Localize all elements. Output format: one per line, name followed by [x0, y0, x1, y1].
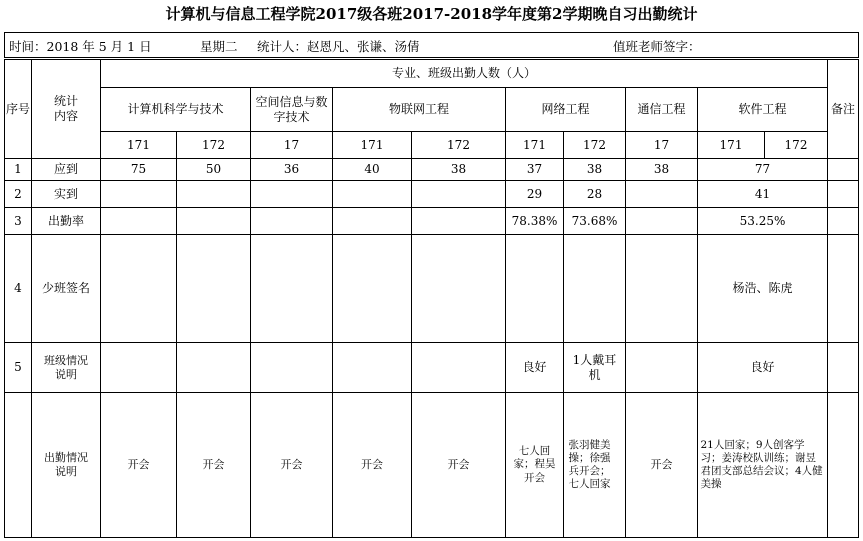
- cell-empty: [626, 181, 698, 208]
- cell-empty: [412, 235, 506, 343]
- cell-remark: [828, 235, 859, 343]
- counter-field: 统计人：赵恩凡、张谦、汤倩: [257, 39, 420, 54]
- major-network: 网络工程: [506, 88, 626, 132]
- row-seq: 1: [5, 159, 32, 181]
- cell-empty: [333, 343, 412, 393]
- cell-empty: [626, 343, 698, 393]
- cell-value: 开会: [177, 393, 251, 538]
- header-seq: 序号: [5, 60, 32, 159]
- cell-empty: [626, 208, 698, 235]
- table-row: [5, 343, 859, 393]
- class-space17: 17: [251, 132, 333, 159]
- cell-value: 1人戴耳机: [564, 343, 626, 393]
- cell-value: 53.25%: [698, 208, 828, 235]
- row-label: 少班签名: [32, 235, 101, 343]
- cell-value: 50: [177, 159, 251, 181]
- row-seq: [5, 393, 32, 538]
- row-label: 出勤率: [32, 208, 101, 235]
- header-group: 专业、班级出勤人数（人）: [101, 60, 828, 88]
- cell-value: 七人回家；程昊开会: [506, 393, 564, 538]
- row-label: 班级情况说明: [32, 343, 101, 393]
- row-seq: 2: [5, 181, 32, 208]
- cell-empty: [177, 181, 251, 208]
- cell-value: 75: [101, 159, 177, 181]
- class-iot172: 172: [412, 132, 506, 159]
- cell-empty: [251, 181, 333, 208]
- major-space: 空间信息与数字技术: [251, 88, 333, 132]
- cell-remark: [828, 393, 859, 538]
- cell-value: 73.68%: [564, 208, 626, 235]
- cell-empty: [101, 343, 177, 393]
- table-row: [5, 159, 859, 181]
- cell-empty: [333, 181, 412, 208]
- row-label: 应到: [32, 159, 101, 181]
- cell-value: 开会: [626, 393, 698, 538]
- major-cs: 计算机科学与技术: [101, 88, 251, 132]
- class-iot171: 171: [333, 132, 412, 159]
- cell-empty: [251, 235, 333, 343]
- cell-value: 开会: [101, 393, 177, 538]
- table-row: [5, 235, 859, 343]
- cell-value: 37: [506, 159, 564, 181]
- cell-value: 38: [412, 159, 506, 181]
- cell-value: 张羽健美操；徐强兵开会；七人回家: [564, 393, 626, 538]
- row-label: 实到: [32, 181, 101, 208]
- cell-value: 良好: [506, 343, 564, 393]
- header-item: 统计内容: [32, 60, 101, 159]
- teacher-sign-field: 值班老师签字：: [613, 39, 701, 54]
- cell-empty: [177, 235, 251, 343]
- cell-empty: [333, 208, 412, 235]
- class-cs171: 171: [101, 132, 177, 159]
- class-net171: 171: [506, 132, 564, 159]
- cell-value: 开会: [412, 393, 506, 538]
- cell-empty: [251, 208, 333, 235]
- cell-empty: [101, 235, 177, 343]
- class-soft171: 171: [698, 132, 765, 159]
- cell-empty: [412, 208, 506, 235]
- cell-value: 开会: [251, 393, 333, 538]
- cell-empty: [564, 235, 626, 343]
- major-iot: 物联网工程: [333, 88, 506, 132]
- cell-value: 38: [564, 159, 626, 181]
- cell-empty: [101, 181, 177, 208]
- cell-empty: [101, 208, 177, 235]
- cell-value: 21人回家；9人创客学习；姜涛校队训练；谢昱君团支部总结会议；4人健美操: [698, 393, 828, 538]
- document-title: 计算机与信息工程学院2017级各班2017-2018学年度第2学期晚自习出勤统计: [165, 5, 698, 23]
- cell-value: 40: [333, 159, 412, 181]
- cell-value: 41: [698, 181, 828, 208]
- class-comm17: 17: [626, 132, 698, 159]
- header-remark: 备注: [828, 60, 859, 159]
- class-cs172: 172: [177, 132, 251, 159]
- cell-empty: [177, 343, 251, 393]
- date-field: 时间：2018 年 5 月 1 日: [9, 39, 152, 54]
- row-seq: 4: [5, 235, 32, 343]
- cell-value: 29: [506, 181, 564, 208]
- cell-empty: [626, 235, 698, 343]
- cell-empty: [506, 235, 564, 343]
- cell-value: 36: [251, 159, 333, 181]
- cell-empty: [251, 343, 333, 393]
- table-row: [5, 208, 859, 235]
- attendance-table: [4, 59, 859, 538]
- cell-empty: [412, 181, 506, 208]
- cell-value: 开会: [333, 393, 412, 538]
- cell-value: 良好: [698, 343, 828, 393]
- cell-remark: [828, 343, 859, 393]
- cell-remark: [828, 208, 859, 235]
- row-seq: 3: [5, 208, 32, 235]
- major-software: 软件工程: [698, 88, 828, 132]
- info-bar: [4, 32, 859, 58]
- cell-empty: [177, 208, 251, 235]
- cell-remark: [828, 181, 859, 208]
- major-comm: 通信工程: [626, 88, 698, 132]
- class-net172: 172: [564, 132, 626, 159]
- class-soft172: 172: [765, 132, 828, 159]
- cell-remark: [828, 159, 859, 181]
- cell-empty: [412, 343, 506, 393]
- weekday-field: 星期二: [200, 39, 238, 54]
- cell-value: 38: [626, 159, 698, 181]
- row-label: 出勤情况说明: [32, 393, 101, 538]
- cell-value: 杨浩、陈虎: [698, 235, 828, 343]
- cell-value: 78.38%: [506, 208, 564, 235]
- cell-value: 77: [698, 159, 828, 181]
- cell-value: 28: [564, 181, 626, 208]
- table-row: [5, 181, 859, 208]
- cell-empty: [333, 235, 412, 343]
- table-row: [5, 393, 859, 538]
- row-seq: 5: [5, 343, 32, 393]
